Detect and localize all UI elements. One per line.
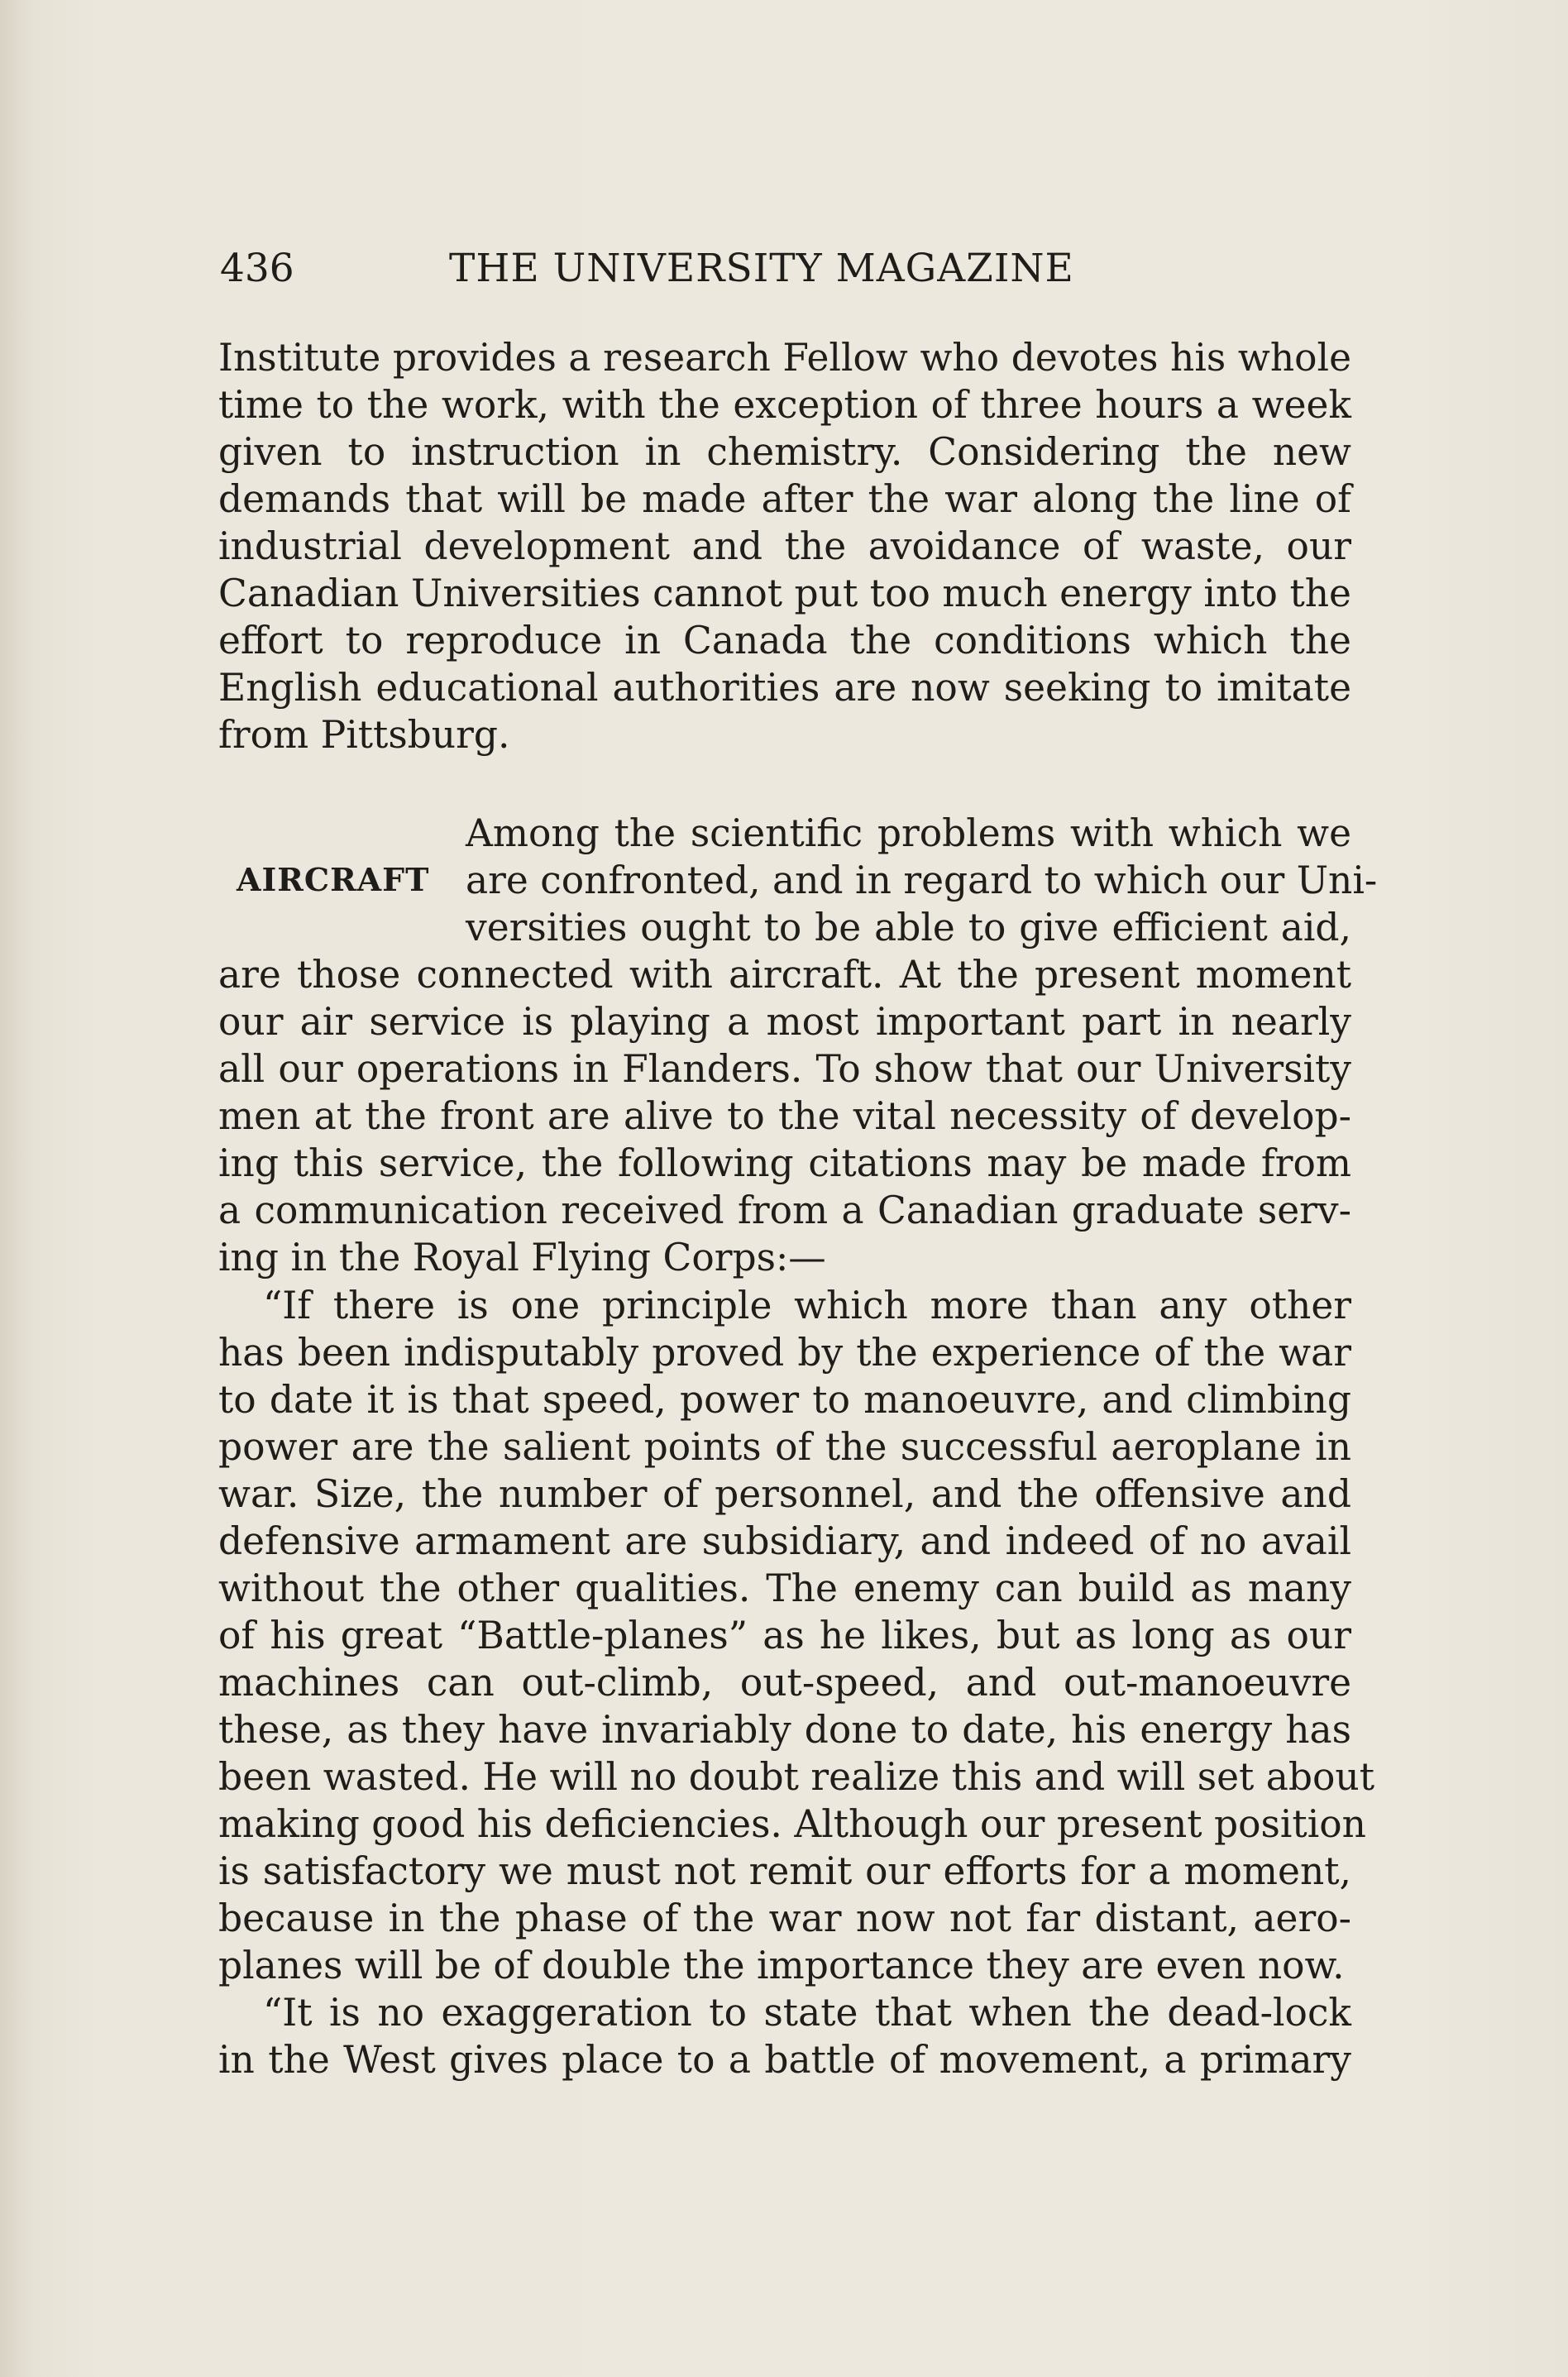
text-line: to date it is that speed, power to manoeuvre, and climbing [218, 1378, 1351, 1422]
text-line: Canadian Universities cannot put too much energy into the [218, 572, 1351, 615]
text-line: has been indisputably proved by the experience of the war [218, 1331, 1351, 1375]
text-line: is satisfactory we must not remit our efforts for a moment, [218, 1849, 1351, 1893]
text-line: making good his deficiencies. Although our present position [218, 1802, 1366, 1846]
sidenote-heading: AIRCRAFT [237, 861, 430, 898]
text-line: from Pittsburg. [218, 713, 510, 757]
text-line: ing in the Royal Flying Corps:— [218, 1236, 826, 1279]
text-line: all our operations in Flanders. To show that our University [218, 1047, 1351, 1091]
text-line: been wasted. He will no doubt realize this and will set about [218, 1755, 1374, 1799]
text-line: power are the salient points of the successful aeroplane in [218, 1425, 1351, 1469]
text-line: Institute provides a research Fellow who devotes his whole [218, 336, 1351, 380]
text-line: “It is no exaggeration to state that when the dead-lock [263, 1991, 1351, 2035]
text-line: planes will be of double the importance they are even now. [218, 1944, 1345, 1987]
text-line: our air service is playing a most important part in nearly [218, 1000, 1351, 1044]
text-line: a communication received from a Canadian graduate serv- [218, 1188, 1351, 1232]
text-line: versities ought to be able to give efficient aid, [466, 906, 1351, 949]
text-line: in the West gives place to a battle of movement, a primary [218, 2038, 1351, 2082]
text-line: given to instruction in chemistry. Considering the new [218, 430, 1351, 474]
text-line: without the other qualities. The enemy can build as many [218, 1566, 1351, 1610]
text-line: machines can out-climb, out-speed, and out-manoeuvre [218, 1661, 1351, 1705]
page-header [220, 244, 1116, 294]
text-line: are confronted, and in regard to which our Uni- [466, 858, 1378, 902]
text-line: war. Size, the number of personnel, and the offensive and [218, 1472, 1351, 1516]
text-line: defensive armament are subsidiary, and indeed of no avail [218, 1519, 1351, 1563]
text-line: Among the scientific problems with which we [466, 811, 1351, 855]
text-line: industrial development and the avoidance of waste, our [218, 524, 1351, 568]
text-line: “If there is one principle which more than any other [263, 1284, 1351, 1327]
text-line: effort to reproduce in Canada the conditions which the [218, 619, 1351, 662]
text-line: because in the phase of the war now not far distant, aero- [218, 1896, 1351, 1940]
text-line: time to the work, with the exception of three hours a week [218, 383, 1351, 427]
text-line: English educational authorities are now seeking to imitate [218, 666, 1351, 710]
running-title: THE UNIVERSITY MAGAZINE [449, 246, 1074, 291]
text-line: are those connected with aircraft. At the present moment [218, 953, 1351, 997]
text-line: of his great “Battle-planes” as he likes, but as long as our [218, 1614, 1351, 1657]
text-line: ing this service, the following citations may be made from [218, 1141, 1351, 1185]
page-number: 436 [220, 246, 294, 291]
text-line: men at the front are alive to the vital necessity of develop- [218, 1094, 1351, 1138]
text-line: these, as they have invariably done to date, his energy has [218, 1708, 1351, 1752]
text-line: demands that will be made after the war along the line of [218, 477, 1351, 521]
